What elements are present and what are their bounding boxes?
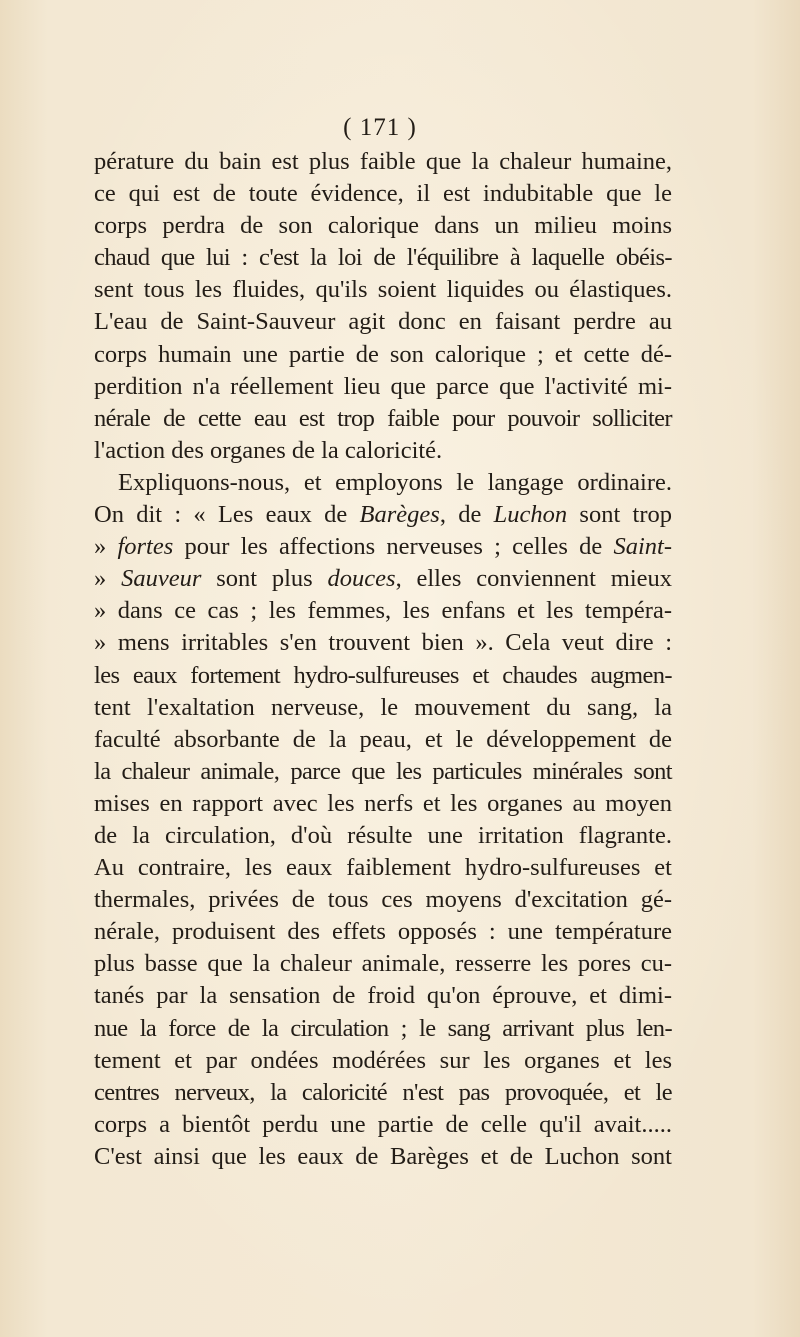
text-line: Au contraire, les eaux faiblement hydro-sulfureuses et — [94, 854, 672, 882]
text-line: perdition n'a réellement lieu que parce que l'activité mi- — [94, 372, 672, 400]
italic-place-name: Sauveur — [121, 565, 202, 593]
text-line: corps a bientôt perdu une partie de celle qu'il avait..... — [94, 1110, 672, 1138]
text-line: thermales, privées de tous ces moyens d'excitation gé- — [94, 886, 672, 914]
text-line: corps perdra de son calorique dans un milieu moins — [94, 212, 672, 240]
text-line: mises en rapport avec les nerfs et les organes au moyen — [94, 789, 672, 817]
text-line: nue la force de la circulation ; le sang arrivant plus len- — [94, 1014, 672, 1042]
italic-place-name: Barèges — [359, 501, 440, 529]
text-line: l'action des organes de la caloricité. — [94, 436, 443, 464]
italic-place-name: Luchon — [493, 501, 568, 529]
text-line: nérale de cette eau est trop faible pour pouvoir solliciter — [94, 404, 672, 432]
text-line: » dans ce cas ; les femmes, les enfans et les tempéra- — [94, 597, 672, 625]
text-line: de la circulation, d'où résulte une irritation flagrante. — [94, 821, 672, 849]
text-line: plus basse que la chaleur animale, resserre les pores cu- — [94, 950, 672, 978]
text-line: centres nerveux, la caloricité n'est pas provoquée, et le — [94, 1078, 672, 1106]
text-line: la chaleur animale, parce que les particules minérales sont — [94, 757, 672, 785]
text-line: » mens irritables s'en trouvent bien ». Cela veut dire : — [94, 629, 672, 657]
text-line: nérale, produisent des effets opposés : une température — [94, 918, 672, 946]
text-line: tement et par ondées modérées sur les organes et les — [94, 1046, 672, 1074]
body-text — [94, 146, 672, 1173]
text-line: ce qui est de toute évidence, il est indubitable que le — [94, 180, 672, 208]
text-line: chaud que lui : c'est la loi de l'équilibre à laquelle obéis- — [94, 244, 672, 272]
text-line: faculté absorbante de la peau, et le développement de — [94, 725, 672, 753]
text-line: pérature du bain est plus faible que la chaleur humaine, — [94, 148, 672, 175]
text-line: tanés par la sensation de froid qu'on éprouve, et dimi- — [94, 982, 672, 1010]
text-line: L'eau de Saint-Sauveur agit donc en faisant perdre au — [94, 308, 672, 336]
text-line: On dit : « Les eaux de Barèges, de Luchon sont trop — [94, 501, 672, 529]
italic-word: douces — [327, 565, 396, 593]
text-line: sent tous les fluides, qu'ils soient liquides ou élastiques. — [94, 276, 672, 304]
text-line: Expliquons-nous, et employons le langage ordinaire. — [118, 468, 672, 496]
text-line: corps humain une partie de son calorique ; et cette dé- — [94, 340, 672, 368]
page-number: ( 171 ) — [343, 114, 417, 141]
italic-word: fortes — [117, 533, 174, 561]
text-line: » Sauveur sont plus douces, elles conviennent mieux — [94, 565, 673, 593]
text-line: les eaux fortement hydro-sulfureuses et chaudes augmen- — [94, 661, 672, 689]
italic-place-name: Saint- — [613, 533, 672, 561]
text-line: C'est ainsi que les eaux de Barèges et de Luchon sont — [94, 1142, 672, 1170]
text-line: » fortes pour les affections nerveuses ; celles de Saint- — [94, 533, 672, 561]
text-line: tent l'exaltation nerveuse, le mouvement du sang, la — [94, 693, 672, 721]
